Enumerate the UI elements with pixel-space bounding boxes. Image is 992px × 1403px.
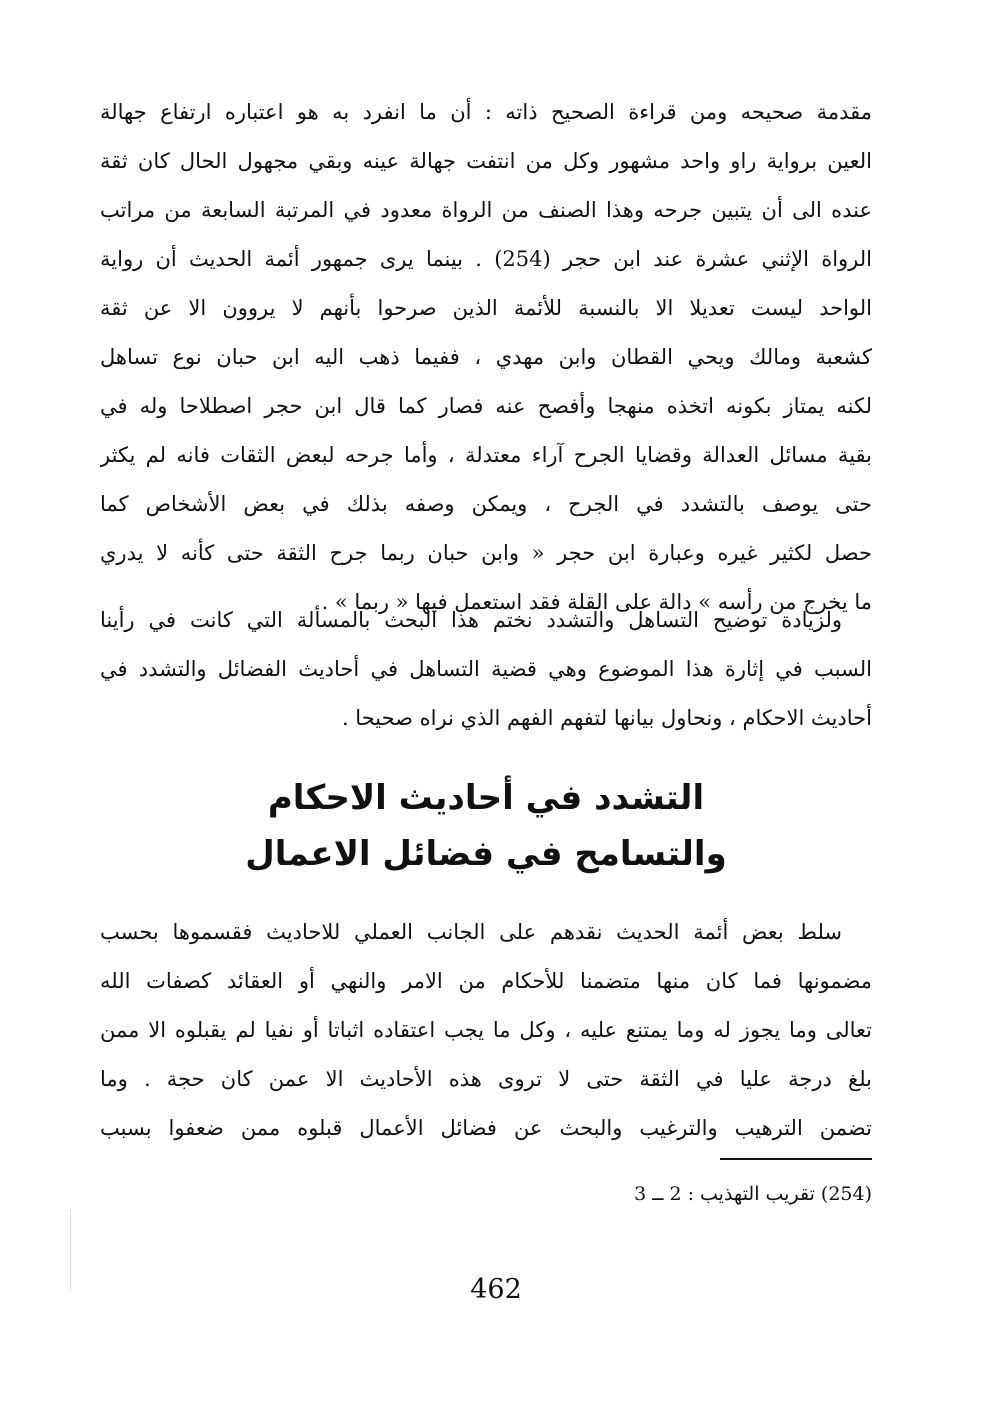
paragraph-line: السبب في إثارة هذا الموضوع وهي قضية التساهل في أحاديث الفضائل والتشدد في <box>100 657 872 681</box>
paragraph-line: كشعبة ومالك ويحي القطان وابن مهدي ، ففيما ذهب اليه ابن حبان نوع تساهل <box>100 345 872 369</box>
paragraph-line: ما يخرج من رأسه » دالة على القلة فقد استعمل فيها « ربما » . <box>321 590 872 614</box>
paragraph-line: لكنه يمتاز بكونه اتخذه منهجا وأفصح عنه فصار كما قال ابن حجر اصطلاحا وله في <box>100 394 872 418</box>
paragraph-2 <box>100 596 872 743</box>
paragraph-line: حصل لكثير غيره وعبارة ابن حجر « وابن حبان ربما جرح الثقة حتى كأنه لا يدري <box>100 541 872 565</box>
section-heading-line-1: التشدد في أحاديث الاحكام <box>267 778 705 818</box>
footnote: (254) تقريب التهذيب : 2 ــ 3 <box>634 1183 872 1205</box>
paragraph-line: سلط بعض أئمة الحديث نقدهم على الجانب العملي للاحاديث فقسموها بحسب <box>100 920 842 944</box>
paragraph-1 <box>100 88 872 627</box>
paragraph-line: تعالى وما يجوز له وما يمتنع عليه ، وكل ما يجب اعتقاده اثباتا أو نفيا لم يقبلوه الا ممن <box>100 1018 872 1042</box>
paragraph-line: الرواة الإثني عشرة عند ابن حجر (254) . بينما يرى جمهور أئمة الحديث أن رواية <box>100 247 872 271</box>
paragraph-line: مضمونها فما كان منها متضمنا للأحكام من الامر والنهي أو العقائد كصفات الله <box>100 969 872 993</box>
page-number: 462 <box>470 1274 522 1305</box>
paragraph-line: عنده الى أن يتبين جرحه وهذا الصنف من الرواة معدود في المرتبة السابعة من مراتب <box>100 198 872 222</box>
paragraph-line: الواحد ليست تعديلا الا بالنسبة للأئمة الذين صرحوا بأنهم لا يروون الا عن ثقة <box>100 296 872 320</box>
paragraph-line: ولزيادة توضيح التساهل والتشدد نختم هذا البحث بالمسألة التي كانت في رأينا <box>100 608 842 632</box>
paragraph-line: العين برواية راو واحد مشهور وكل من انتفت جهالة عينه وبقي مجهول الحال كان ثقة <box>100 149 872 173</box>
footnote-divider <box>720 1158 872 1160</box>
paragraph-line: تضمن الترهيب والترغيب والبحث عن فضائل الأعمال قبلوه ممن ضعفوا بسبب <box>100 1116 872 1140</box>
paragraph-line: بلغ درجة عليا في الثقة حتى لا تروى هذه الأحاديث الا عمن كان حجة . وما <box>100 1067 872 1091</box>
paragraph-line: أحاديث الاحكام ، ونحاول بيانها لتفهم الفهم الذي نراه صحيحا . <box>341 706 872 730</box>
section-heading-line-2: والتسامح في فضائل الاعمال <box>245 834 727 874</box>
paragraph-3 <box>100 908 872 1153</box>
paragraph-line: بقية مسائل العدالة وقضايا الجرح آراء معتدلة ، وأما جرحه لبعض الثقات فانه لم يكثر <box>100 443 872 467</box>
paragraph-line: حتى يوصف بالتشدد في الجرح ، ويمكن وصفه بذلك في بعض الأشخاص كما <box>100 492 872 516</box>
paragraph-line: مقدمة صحيحه ومن قراءة الصحيح ذاته : أن ما انفرد به هو اعتباره ارتفاع جهالة <box>100 100 872 124</box>
